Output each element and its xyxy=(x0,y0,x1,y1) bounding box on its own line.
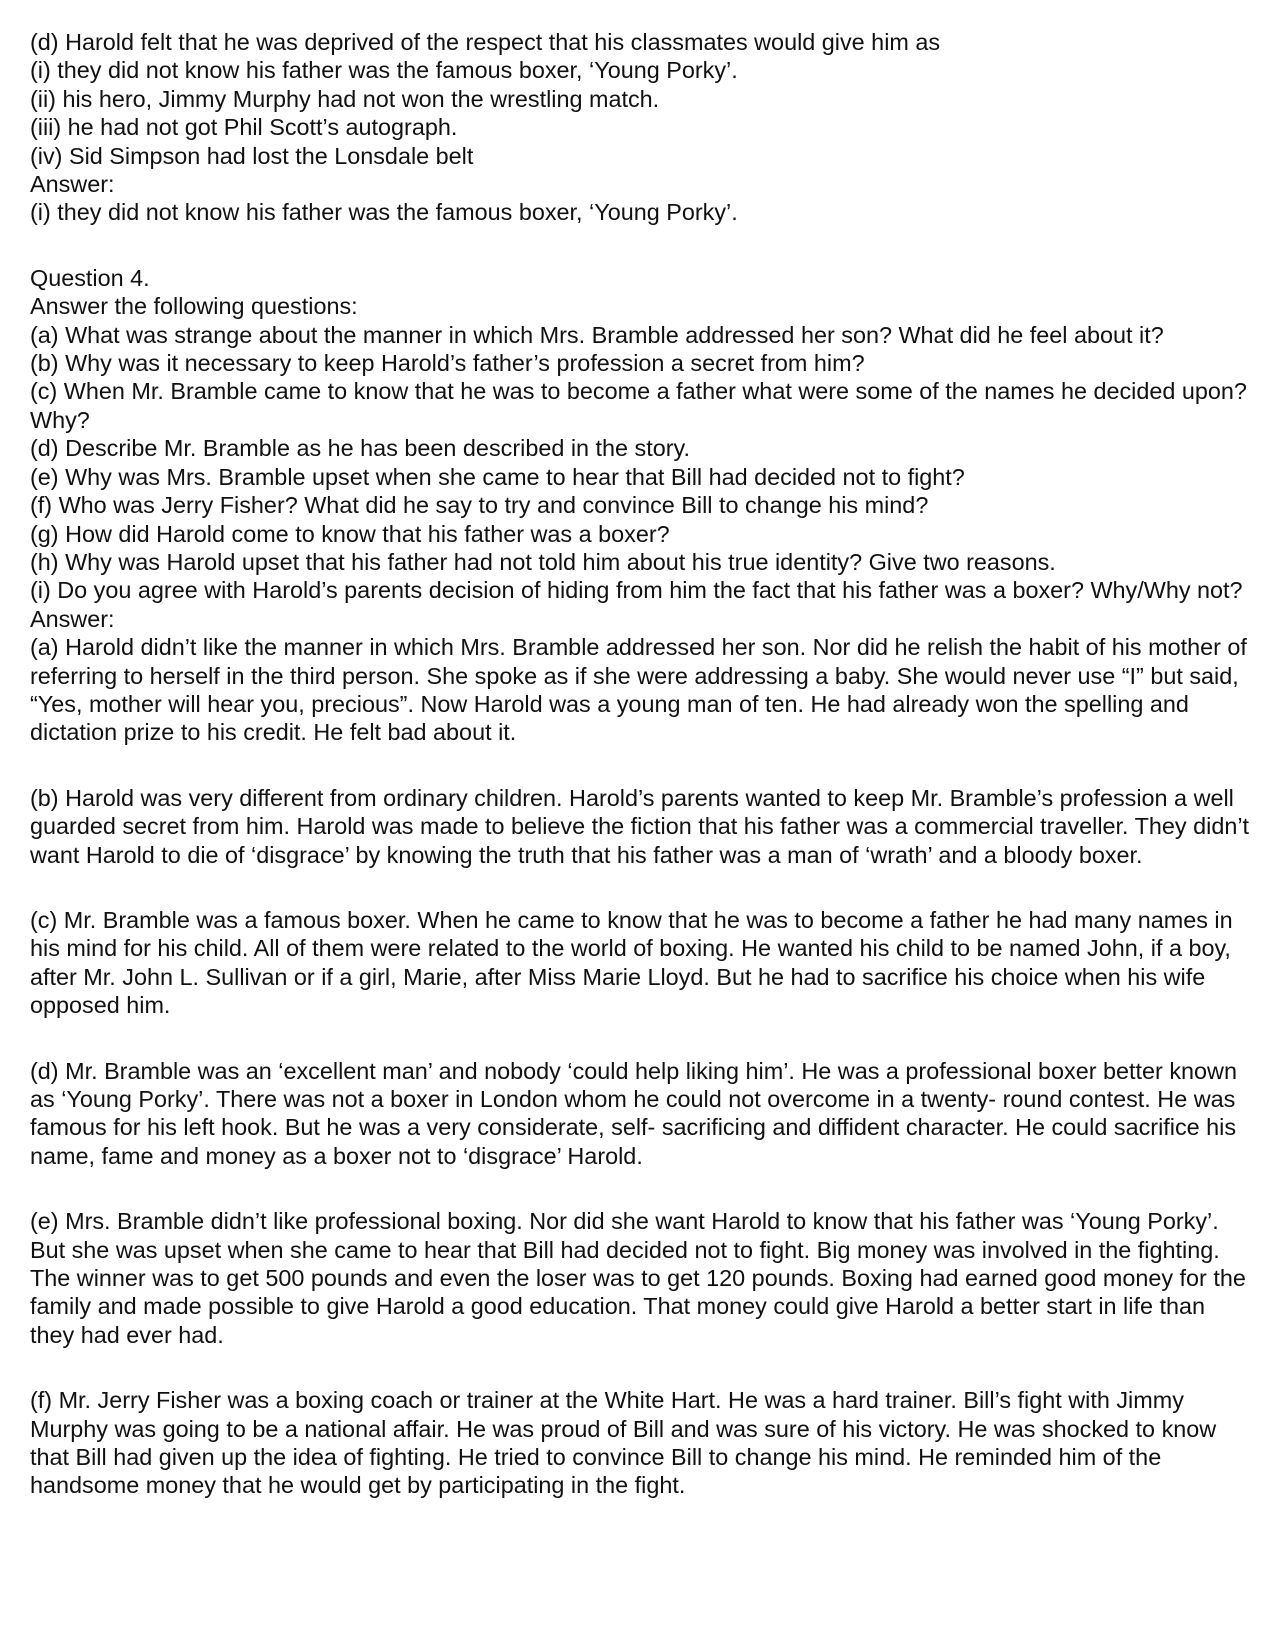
question-4h: (h) Why was Harold upset that his father had not told him about his true identity? Give two reasons. xyxy=(30,548,1056,575)
spacer xyxy=(30,1349,1255,1386)
answer-4b: (b) Harold was very different from ordinary children. Harold’s parents wanted to keep Mr. Bramble’s profession a well guarded secret from him. Harold was made to believe the fiction that his father was a commercial traveller. They didn’t want Harold to die of ‘disgrace’ by knowing the truth that his father was a man of ‘wrath’ and a bloody boxer. xyxy=(30,784,1250,868)
option-i: (i) they did not know his father was the famous boxer, ‘Young Porky’. xyxy=(30,57,738,84)
answer-label: Answer: xyxy=(30,605,115,632)
option-iii: (iii) he had not got Phil Scott’s autograph. xyxy=(30,114,458,141)
question-4f: (f) Who was Jerry Fisher? What did he say to try and convince Bill to change his mind? xyxy=(30,492,929,519)
spacer xyxy=(30,747,1255,784)
spacer xyxy=(30,227,1255,264)
question-4-instruction: Answer the following questions: xyxy=(30,293,358,320)
question-4d: (d) Describe Mr. Bramble as he has been described in the story. xyxy=(30,435,691,462)
question-4g: (g) How did Harold come to know that his father was a boxer? xyxy=(30,520,670,547)
answer-4a: (a) Harold didn’t like the manner in which Mrs. Bramble addressed her son. Nor did he relish the habit of his mother of referring to herself in the third person. She spoke as if she were addressing a baby. She would never use “I” but said, “Yes, mother will hear you, precious”. Now Harold was a young man of ten. He had already won the spelling and dictation prize to his credit. He felt bad about it. xyxy=(30,634,1247,746)
question-4-title: Question 4. xyxy=(30,264,150,291)
answer-4f: (f) Mr. Jerry Fisher was a boxing coach or trainer at the White Hart. He was a hard trainer. Bill’s fight with Jimmy Murphy was going to be a national affair. He was proud of Bill and was sure of his victory. He was shocked to know that Bill had given up the idea of fighting. He tried to convince Bill to change his mind. He reminded him of the handsome money that he would get by participating in the fight. xyxy=(30,1387,1217,1499)
option-ii: (ii) his hero, Jimmy Murphy had not won the wrestling match. xyxy=(30,85,660,112)
question-4i: (i) Do you agree with Harold’s parents decision of hiding from him the fact that his father was a boxer? Why/Why not? xyxy=(30,577,1243,604)
answer-text: (i) they did not know his father was the famous boxer, ‘Young Porky’. xyxy=(30,199,738,226)
spacer xyxy=(30,1170,1255,1207)
question-3d-block xyxy=(30,28,1255,227)
spacer xyxy=(30,869,1255,906)
question-4-block xyxy=(30,264,1255,1500)
option-iv: (iv) Sid Simpson had lost the Lonsdale belt xyxy=(30,142,474,169)
answer-4d: (d) Mr. Bramble was an ‘excellent man’ and nobody ‘could help liking him’. He was a professional boxer better known as ‘Young Porky’. There was not a boxer in London whom he could not overcome in a twenty- round contest. He was famous for his left hook. But he was a very considerate, self- sacrificing and diffident character. He could sacrifice his name, fame and money as a boxer not to ‘disgrace’ Harold. xyxy=(30,1057,1237,1169)
spacer xyxy=(30,1020,1255,1057)
document-page xyxy=(30,28,1255,1500)
question-4b: (b) Why was it necessary to keep Harold’s father’s profession a secret from him? xyxy=(30,350,865,377)
answer-4c: (c) Mr. Bramble was a famous boxer. When he came to know that he was to become a father he had many names in his mind for his child. All of them were related to the world of boxing. He wanted his child to be named John, if a boy, after Mr. John L. Sullivan or if a girl, Marie, after Miss Marie Lloyd. But he had to sacrifice his choice when his wife opposed him. xyxy=(30,906,1233,1019)
question-4e: (e) Why was Mrs. Bramble upset when she came to hear that Bill had decided not to fight? xyxy=(30,463,965,490)
answer-4e: (e) Mrs. Bramble didn’t like professional boxing. Nor did she want Harold to know that his father was ‘Young Porky’. But she was upset when she came to hear that Bill had decided not to fight. Big money was involved in the fighting. The winner was to get 500 pounds and even the loser was to get 120 pounds. Boxing had earned good money for the family and made possible to give Harold a good education. That money could give Harold a better start in life than they had ever had. xyxy=(30,1208,1246,1348)
question-4c: (c) When Mr. Bramble came to know that he was to become a father what were some of the names he decided upon? Why? xyxy=(30,378,1247,433)
question-4a: (a) What was strange about the manner in which Mrs. Bramble addressed her son? What did he feel about it? xyxy=(30,321,1164,348)
answer-label: Answer: xyxy=(30,171,115,198)
question-3d-text: (d) Harold felt that he was deprived of the respect that his classmates would give him as xyxy=(30,29,941,55)
